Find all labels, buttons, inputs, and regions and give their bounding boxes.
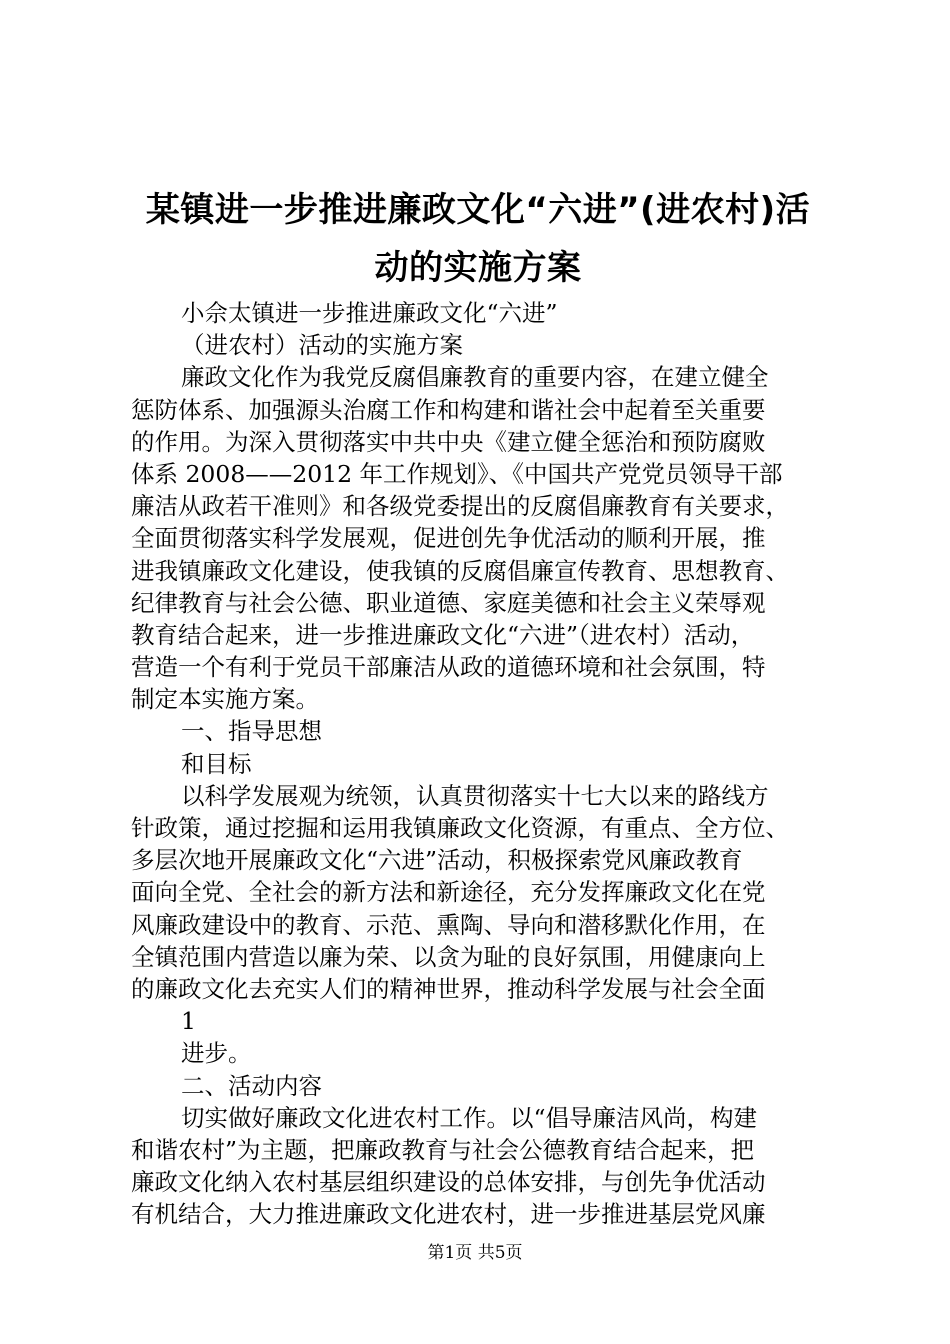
document-title-line-1: 某镇进一步推进廉政文化“六进”(进农村)活: [145, 190, 811, 230]
body-text-line: 惩防体系、加强源头治腐工作和构建和谐社会中起着至关重要: [131, 395, 766, 424]
body-text-line: 小佘太镇进一步推进廉政文化“六进”: [181, 299, 558, 327]
body-text-line: 制定本实施方案。: [131, 685, 319, 714]
body-text-line: 体系 2008——2012 年工作规划》、《中国共产党党员领导干部: [131, 459, 783, 488]
body-text-line: 风廉政建设中的教育、示范、熏陶、导向和潜移默化作用，在: [131, 910, 766, 939]
body-text-line: 有机结合，大力推进廉政文化进农村，进一步推进基层党风廉: [131, 1200, 766, 1229]
body-text-line: 针政策，通过挖掘和运用我镇廉政文化资源，有重点、全方位、: [131, 814, 789, 842]
page-footer: 第1页 共5页: [427, 1243, 523, 1263]
body-text-line: 廉洁从政若干准则》和各级党委提出的反腐倡廉教育有关要求，: [131, 492, 789, 521]
body-text-line: 全面贯彻落实科学发展观，促进创先争优活动的顺利开展，推: [131, 524, 766, 553]
body-text-line: 多层次地开展廉政文化“六进”活动，积极探索党风廉政教育: [131, 846, 743, 875]
body-text-line: 和谐农村”为主题，把廉政教育与社会公德教育结合起来，把: [131, 1135, 755, 1164]
body-text-line: 二、活动内容: [181, 1071, 322, 1100]
body-text-line: 教育结合起来，进一步推进廉政文化“六进”（进农村）活动，: [131, 620, 755, 649]
body-text-line: 廉政文化纳入农村基层组织建设的总体安排，与创先争优活动: [131, 1168, 766, 1197]
body-text-line: 进步。: [181, 1039, 252, 1068]
body-text-line: （进农村）活动的实施方案: [181, 331, 463, 360]
body-text-line: 以科学发展观为统领，认真贯彻落实十七大以来的路线方: [181, 781, 769, 810]
document-title-line-2: 动的实施方案: [374, 248, 582, 288]
body-text-line: 一、指导思想: [181, 717, 322, 746]
body-text-line: 1: [181, 1007, 196, 1036]
body-text-line: 的廉政文化去充实人们的精神世界，推动科学发展与社会全面: [131, 974, 766, 1003]
body-text-line: 和目标: [181, 749, 252, 778]
body-text-line: 的作用。为深入贯彻落实中共中央《建立健全惩治和预防腐败: [131, 427, 766, 456]
body-text-line: 营造一个有利于党员干部廉洁从政的道德环境和社会氛围，特: [131, 653, 766, 682]
body-text-line: 廉政文化作为我党反腐倡廉教育的重要内容，在建立健全: [181, 363, 769, 392]
body-text-line: 切实做好廉政文化进农村工作。以“倡导廉洁风尚，构建: [181, 1103, 758, 1132]
body-text-line: 全镇范围内营造以廉为荣、以贪为耻的良好氛围，用健康向上: [131, 942, 766, 971]
body-text-line: 进我镇廉政文化建设，使我镇的反腐倡廉宣传教育、思想教育、: [131, 556, 789, 585]
body-text-line: 面向全党、全社会的新方法和新途径，充分发挥廉政文化在党: [131, 878, 766, 907]
body-text-line: 纪律教育与社会公德、职业道德、家庭美德和社会主义荣辱观: [131, 588, 766, 617]
document-body: [131, 297, 831, 1230]
